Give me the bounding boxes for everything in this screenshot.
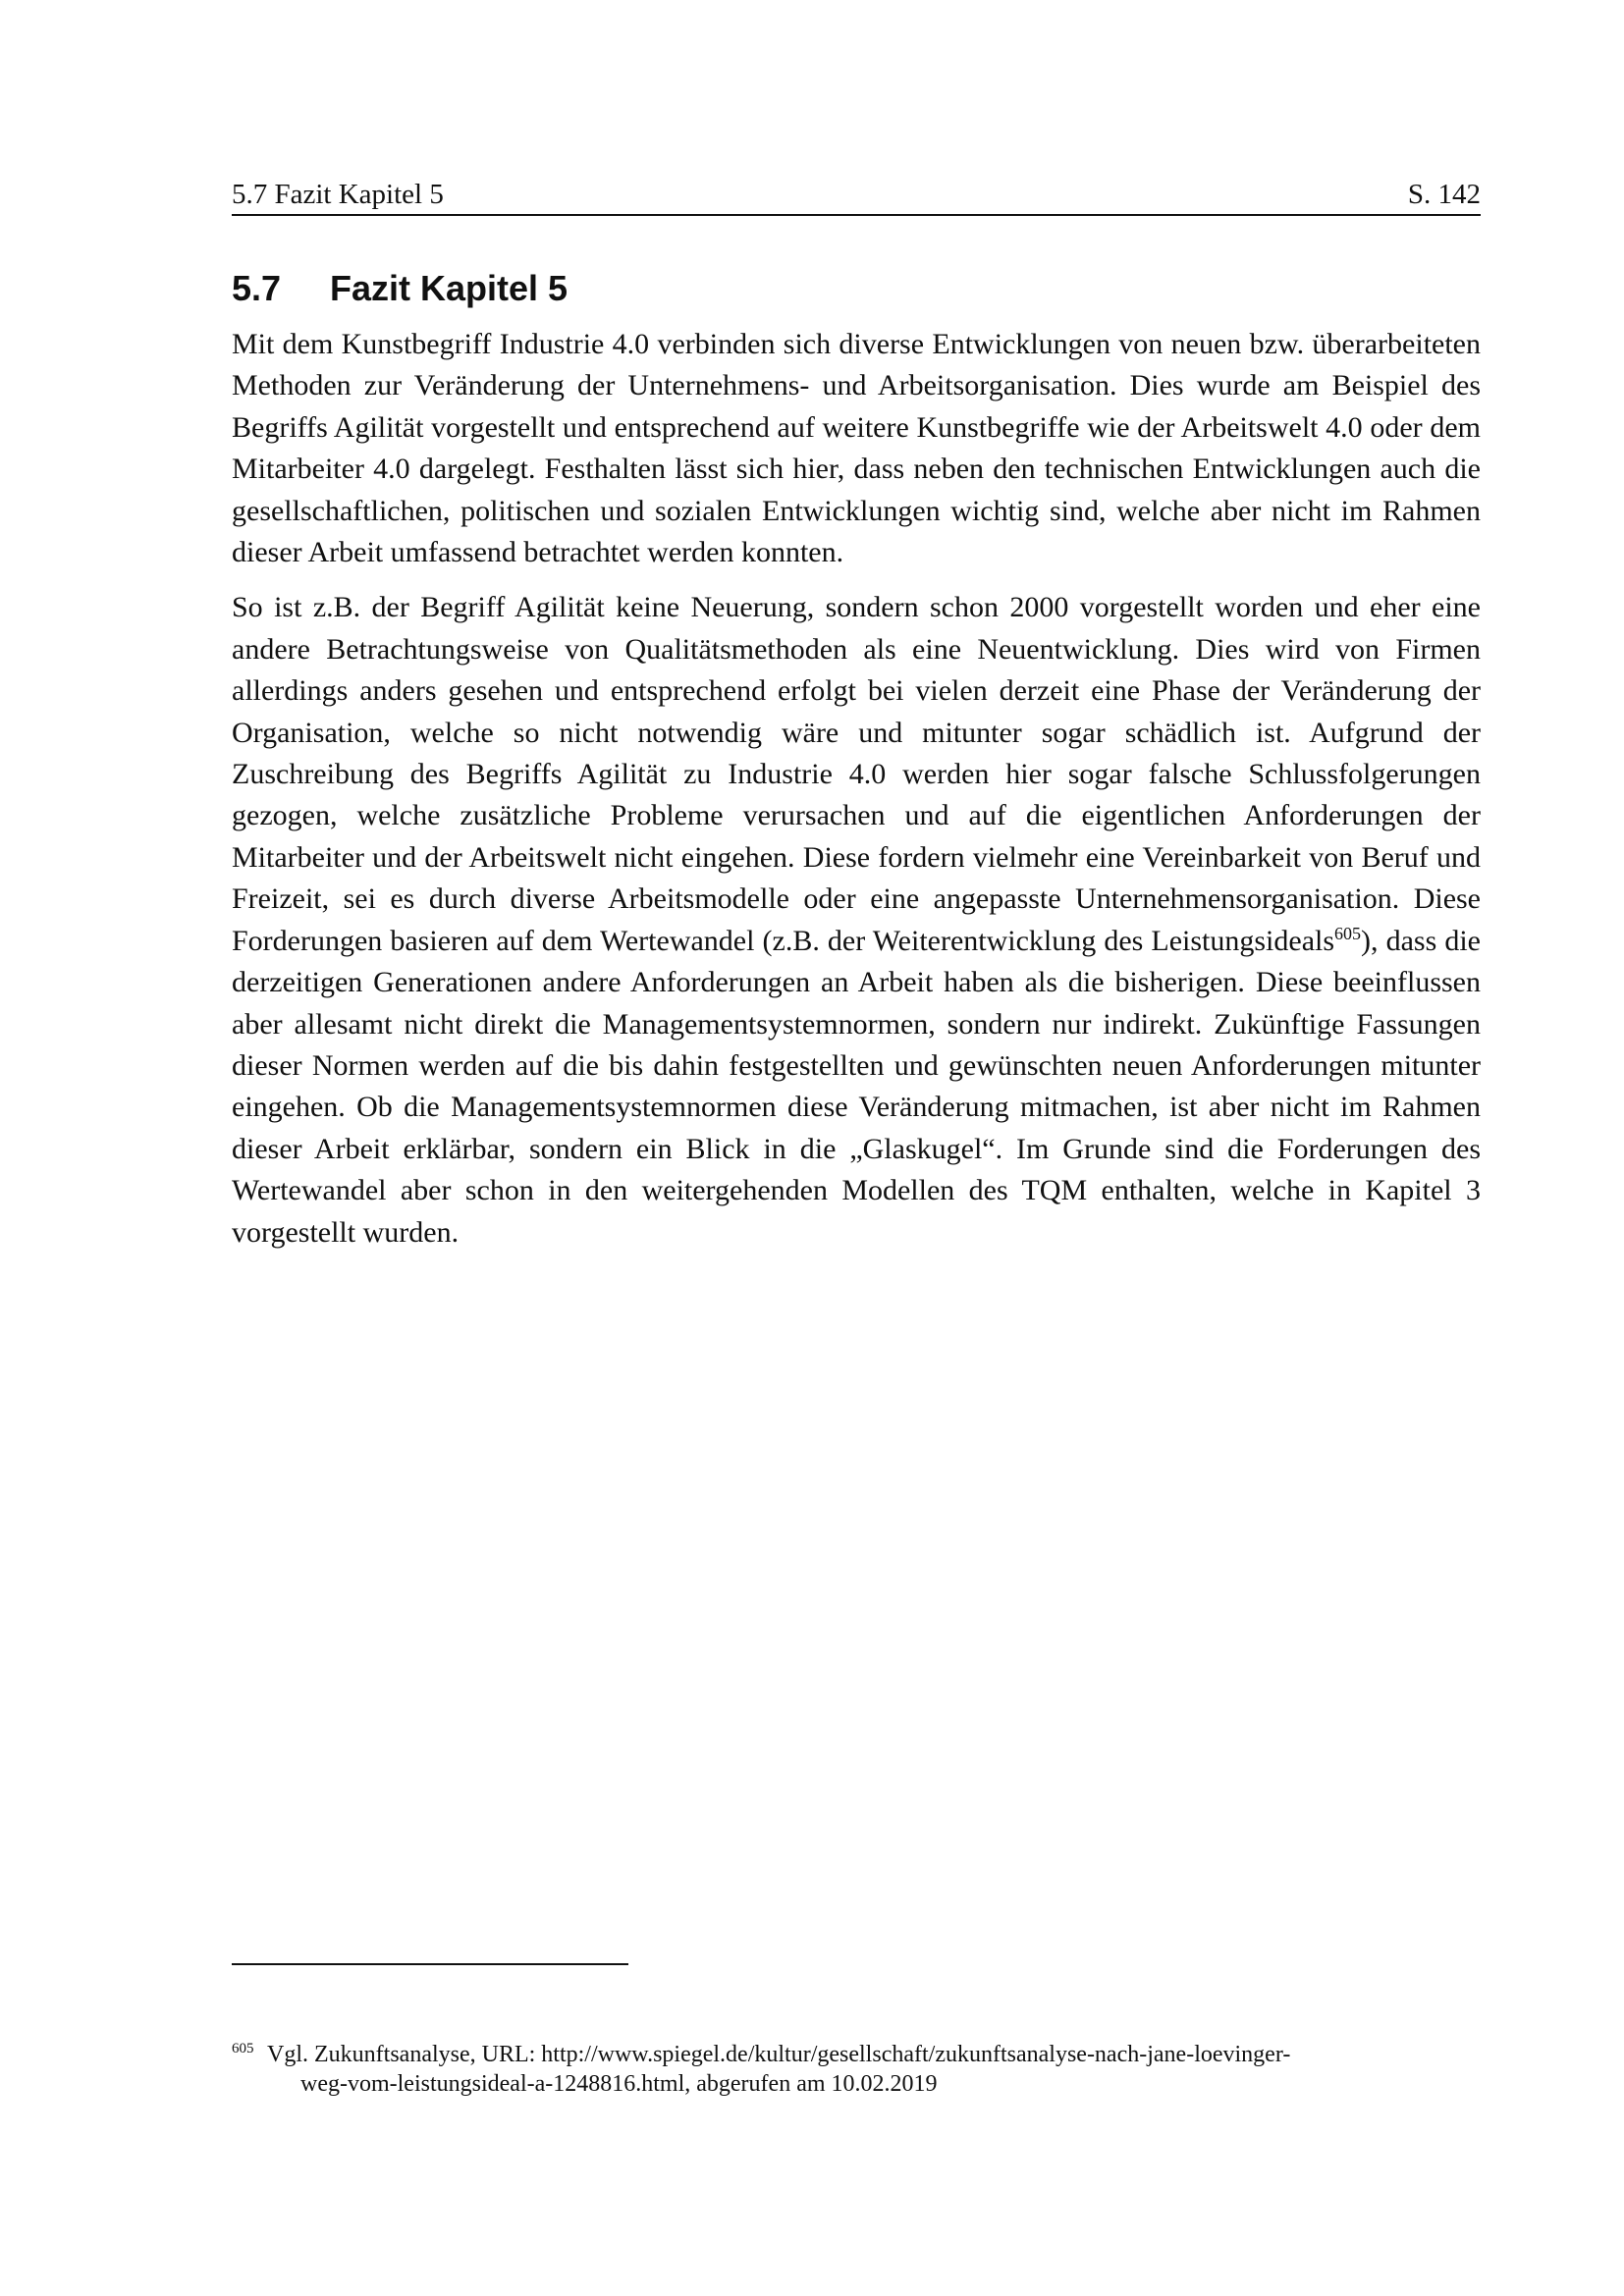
- page-number: S. 142: [1407, 179, 1481, 210]
- paragraph-2-part-2: ), dass die derzeitigen Generationen andere Anforderungen an Arbeit haben als die bisherigen. Diese beeinflussen aber allesamt nicht direkt die Managementsystemnormen, sondern nur indirekt. Zukünftige Fassungen dieser Normen werden auf die bis dahin festgestellten und gewünschten neuen Anforderungen mitunter eingehen. Ob die Managementsystemnormen diese Veränderung mitmachen, ist aber nicht im Rahmen dieser Arbeit erklärbar, sondern ein Blick in die „Glaskugel“. Im Grunde sind die Forderungen des Wertewandel aber schon in den weitergehenden Modellen des TQM enthalten, welche in Kapitel 3 vorgestellt wurden.: [232, 924, 1481, 1249]
- footnote-number: 605: [232, 2041, 254, 2056]
- paragraph-2-part-1: So ist z.B. der Begriff Agilität keine Neuerung, sondern schon 2000 vorgestellt worden und eher eine andere Betrachtungsweise von Qualitätsmethoden als eine Neuentwicklung. Dies wird von Firmen allerdings anders gesehen und entsprechend erfolgt bei vielen derzeit eine Phase der Veränderung der Organisation, welche so nicht notwendig wäre und mitunter sogar schädlich ist. Aufgrund der Zuschreibung des Begriffs Agilität zu Industrie 4.0 werden hier sogar falsche Schlussfolgerungen gezogen, welche zusätzliche Probleme verursachen und auf die eigentlichen Anforderungen der Mitarbeiter und der Arbeitswelt nicht eingehen. Diese fordern vielmehr eine Vereinbarkeit von Beruf und Freizeit, sei es durch diverse Arbeitsmodelle oder eine angepasste Unternehmensorganisation. Diese Forderungen basieren auf dem Wertewandel (z.B. der Weiterentwicklung des Leistungsideals: [232, 591, 1481, 957]
- footnote: [232, 2040, 1481, 2099]
- footnote-reference[interactable]: 605: [1334, 923, 1362, 943]
- footnote-rule: [232, 1963, 628, 1965]
- footnote-line-1: Vgl. Zukunftsanalyse, URL: http://www.spiegel.de/kultur/gesellschaft/zukunftsanalyse-nach-jane-loevinger-: [267, 2042, 1291, 2067]
- paragraph-1: Mit dem Kunstbegriff Industrie 4.0 verbinden sich diverse Entwicklungen von neuen bzw. überarbeiteten Methoden zur Veränderung der Unternehmens- und Arbeitsorganisation. Dies wurde am Beispiel des Begriffs Agilität vorgestellt und entsprechend auf weitere Kunstbegriffe wie der Arbeitswelt 4.0 oder dem Mitarbeiter 4.0 dargelegt. Festhalten lässt sich hier, dass neben den technischen Entwicklungen auch die gesellschaftlichen, politischen und sozialen Entwicklungen wichtig sind, welche aber nicht im Rahmen dieser Arbeit umfassend betrachtet werden konnten.: [232, 328, 1481, 569]
- section-heading: [232, 267, 1481, 310]
- running-header: [232, 175, 1481, 216]
- paragraph-2: [232, 587, 1481, 1254]
- running-header-title: 5.7 Fazit Kapitel 5: [232, 179, 444, 210]
- section-number: 5.7: [232, 268, 282, 308]
- body-text: [232, 324, 1481, 1267]
- footnote-line-2: weg-vom-leistungsideal-a-1248816.html, abgerufen am 10.02.2019: [300, 2071, 938, 2097]
- section-title: Fazit Kapitel 5: [330, 268, 568, 308]
